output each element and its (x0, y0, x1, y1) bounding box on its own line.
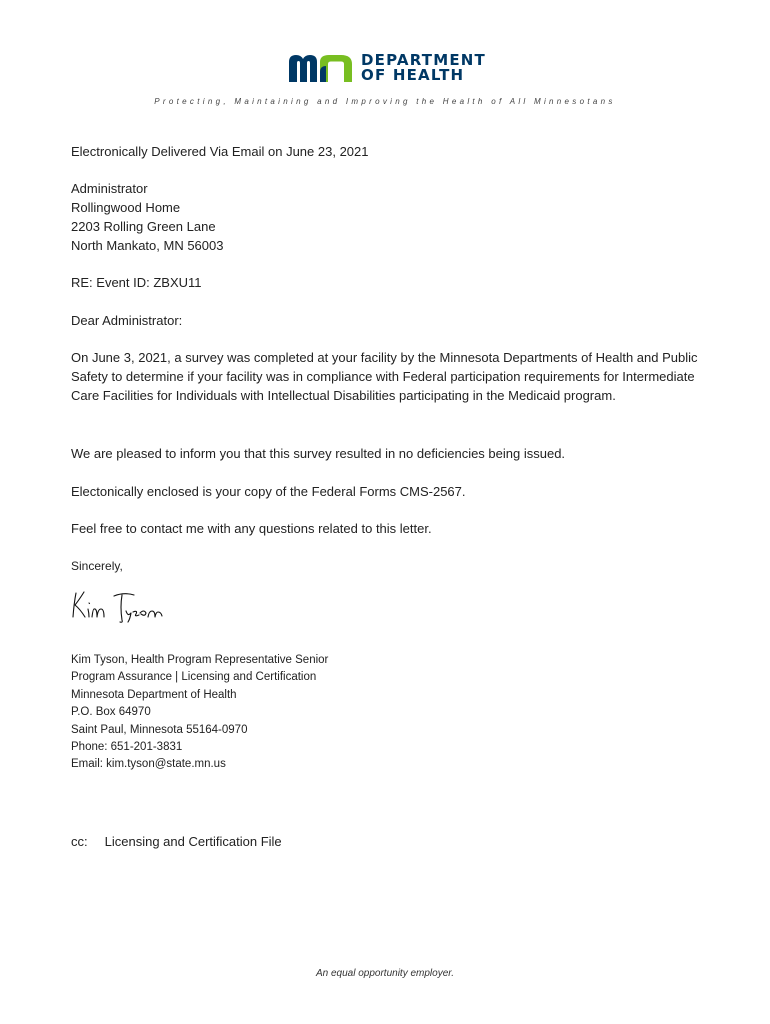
closing: Sincerely, (71, 559, 123, 573)
address-line: Administrator (71, 181, 148, 196)
address-line: North Mankato, MN 56003 (71, 238, 224, 253)
cc-value: Licensing and Certification File (104, 834, 282, 849)
address-line: Rollingwood Home (71, 200, 181, 215)
footer-text: An equal opportunity employer. (315, 968, 455, 979)
department-wordmark (361, 53, 486, 83)
recipient-address (71, 179, 711, 255)
re-line: RE: Event ID: ZBXU11 (71, 275, 202, 290)
signature-line: Program Assurance | Licensing and Certification (71, 671, 317, 684)
paragraph: We are pleased to inform you that this survey resulted in no deficiencies being issued. (71, 446, 566, 461)
tagline: Protecting, Maintaining and Improving the Health of All Minnesotans (154, 97, 616, 106)
signature-line: P.O. Box 64970 (71, 706, 151, 719)
salutation: Dear Administrator: (71, 313, 183, 328)
signature-line: Kim Tyson, Health Program Representative Senior (71, 654, 329, 666)
paragraph: Feel free to contact me with any questions related to this letter. (71, 521, 432, 536)
mn-logo-mark-icon (289, 52, 355, 84)
signature-block (71, 652, 328, 774)
signature-line: Phone: 651-201-3831 (71, 741, 183, 754)
signature-icon (70, 587, 170, 623)
paragraph: Electonically enclosed is your copy of the Federal Forms CMS-2567. (71, 484, 466, 499)
address-line: 2203 Rolling Green Lane (71, 219, 216, 234)
delivery-line: Electronically Delivered Via Email on June 23, 2021 (71, 144, 369, 159)
department-line2: OF HEALTH (361, 66, 465, 84)
department-line1: DEPARTMENT (361, 51, 486, 69)
cc-label: cc: (71, 834, 88, 849)
mdh-logo (289, 52, 486, 84)
cc-line (71, 832, 282, 851)
signature-line: Saint Paul, Minnesota 55164-0970 (71, 723, 248, 736)
handwritten-signature (70, 587, 170, 628)
paragraph: On June 3, 2021, a survey was completed at your facility by the Minnesota Departments of Health and Public Safety to determine if your facility was in compliance with Federal participation requirements for Intermediate Care Facilities for Individuals with Intellectual Disabilities participating in the Medicaid program. (71, 350, 698, 403)
signature-line: Email: kim.tyson@state.mn.us (71, 758, 226, 771)
signature-line: Minnesota Department of Health (71, 688, 237, 701)
